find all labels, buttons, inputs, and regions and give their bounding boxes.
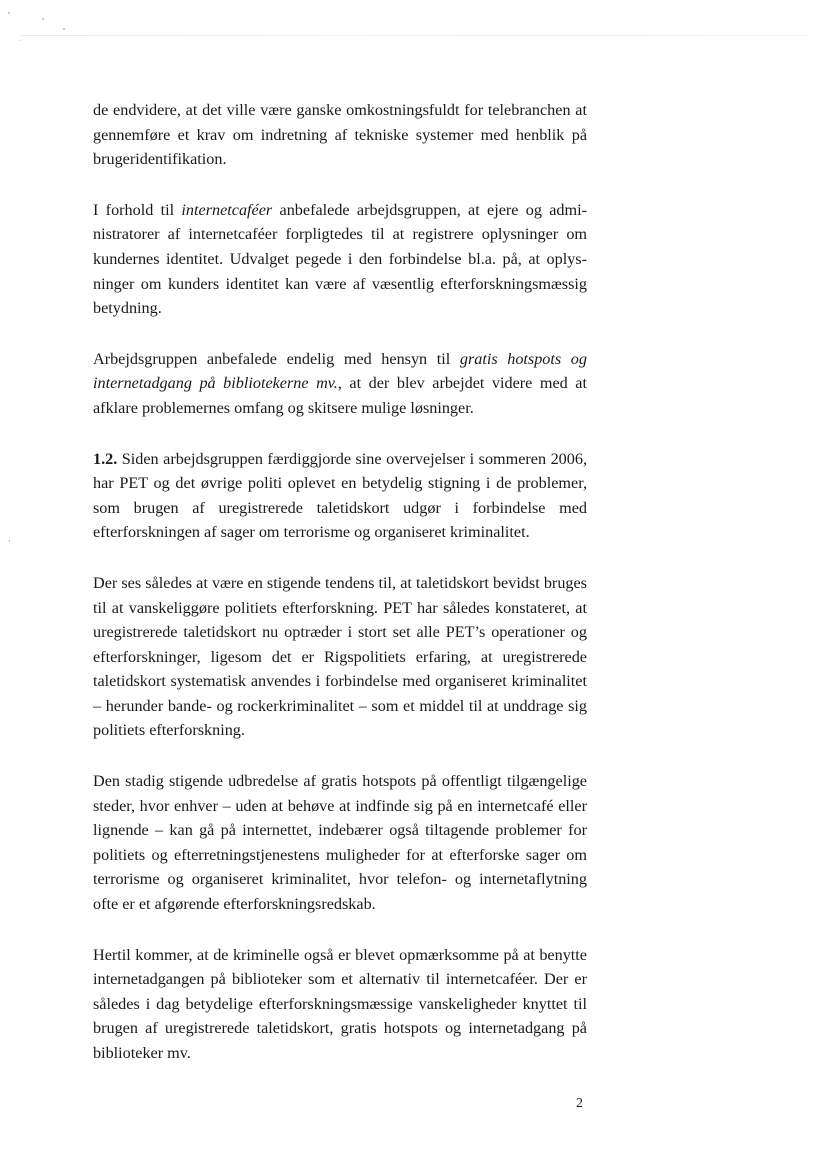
scan-speck <box>63 28 65 30</box>
paragraph-text: Siden arbejdsgruppen færdiggjorde sine overvejelser i sommeren 2006, har PET og det øvrige politi oplevet en betydelig stigning i de problemer, som brugen af uregistrerede taletidskort udgør i forbindelse med efterforskningen af sager om terrorisme og organiseret kriminalitet. <box>93 449 587 542</box>
emphasis-term: gratis hotspots og internetadgang på bibliotekerne mv. <box>93 349 587 393</box>
paragraph-hotspots <box>93 347 587 421</box>
paragraph-taletidskort: Der ses således at være en stigende tendens til, at taletidskort bevidst bruges til at vanskeliggøre politiets efterforskning. PET har således konstateret, at uregistrerede taletidskort nu optræder i stort set alle PET’s operationer og efterforskninger, ligesom det er Rigspolitiets erfaring, at uregistrerede taletidskort systematisk anvendes i forbindelse med organiseret kriminalitet – herunder bande- og rockerkriminalitet – som et middel til at unddrage sig politiets efterforskning. <box>93 573 587 740</box>
paragraph-gratis-hotspots: Den stadig stigende udbredelse af gratis hotspots på offentligt tilgængelige steder, hvor enhver – uden at behøve at indfinde sig på en internetcafé eller lignende – kan gå på internettet, indebærer også tiltagende problemer for politiets og efterretningstjenestens muligheder for at efterforske sager om terrorisme og organiseret kriminalitet, hvor telefon- og internetaflytning ofte er et afgørende efterforskningsredskab. <box>93 772 587 914</box>
scan-artifact-line <box>20 35 810 36</box>
scan-speck <box>20 40 21 41</box>
paragraph-internetcafeer <box>93 198 587 321</box>
scan-speck <box>9 540 10 542</box>
emphasis-term: internetcaféer <box>181 200 273 219</box>
paragraph-text: , at der blev arbejdet videre med at afklare problemernes omfang og skitsere mulige løsninger. <box>93 374 587 417</box>
document-body <box>93 98 587 1066</box>
paragraph-text: anbefalede arbejdsgruppen, at ejere og administratorer af internetcaféer forpligtedes til at registrere oplysninger om kundernes identitet. Udvalget pegede i den forbindelse bl.a. på, at oplysninger om kunders identitet kan være af væsentlig efterforskningsmæssig betydning. <box>93 200 587 318</box>
scan-speck <box>42 18 44 20</box>
paragraph-text: Arbejdsgruppen anbefalede endelig med hensyn til <box>93 349 460 368</box>
paragraph-text: I forhold til <box>93 200 182 219</box>
section-number: 1.2. <box>93 449 118 468</box>
paragraph-biblioteker: Hertil kommer, at de kriminelle også er blevet opmærksomme på at benytte internetadgangen på biblioteker som et alternativ til internetcaféer. Der er således i dag betydelige efterforskningsmæssige vanskeligheder knyttet til brugen af uregistrerede taletidskort, gratis hotspots og internetadgang på biblioteker mv. <box>93 945 587 1062</box>
page-number: 2 <box>576 1096 583 1111</box>
paragraph-section-1-2 <box>93 447 587 545</box>
paragraph-continuation: de endvidere, at det ville være ganske omkostningsfuldt for telebranchen at gennemføre et krav om indretning af tekniske systemer med henblik på brugeridentifikation. <box>93 101 587 169</box>
scan-speck <box>8 12 10 14</box>
